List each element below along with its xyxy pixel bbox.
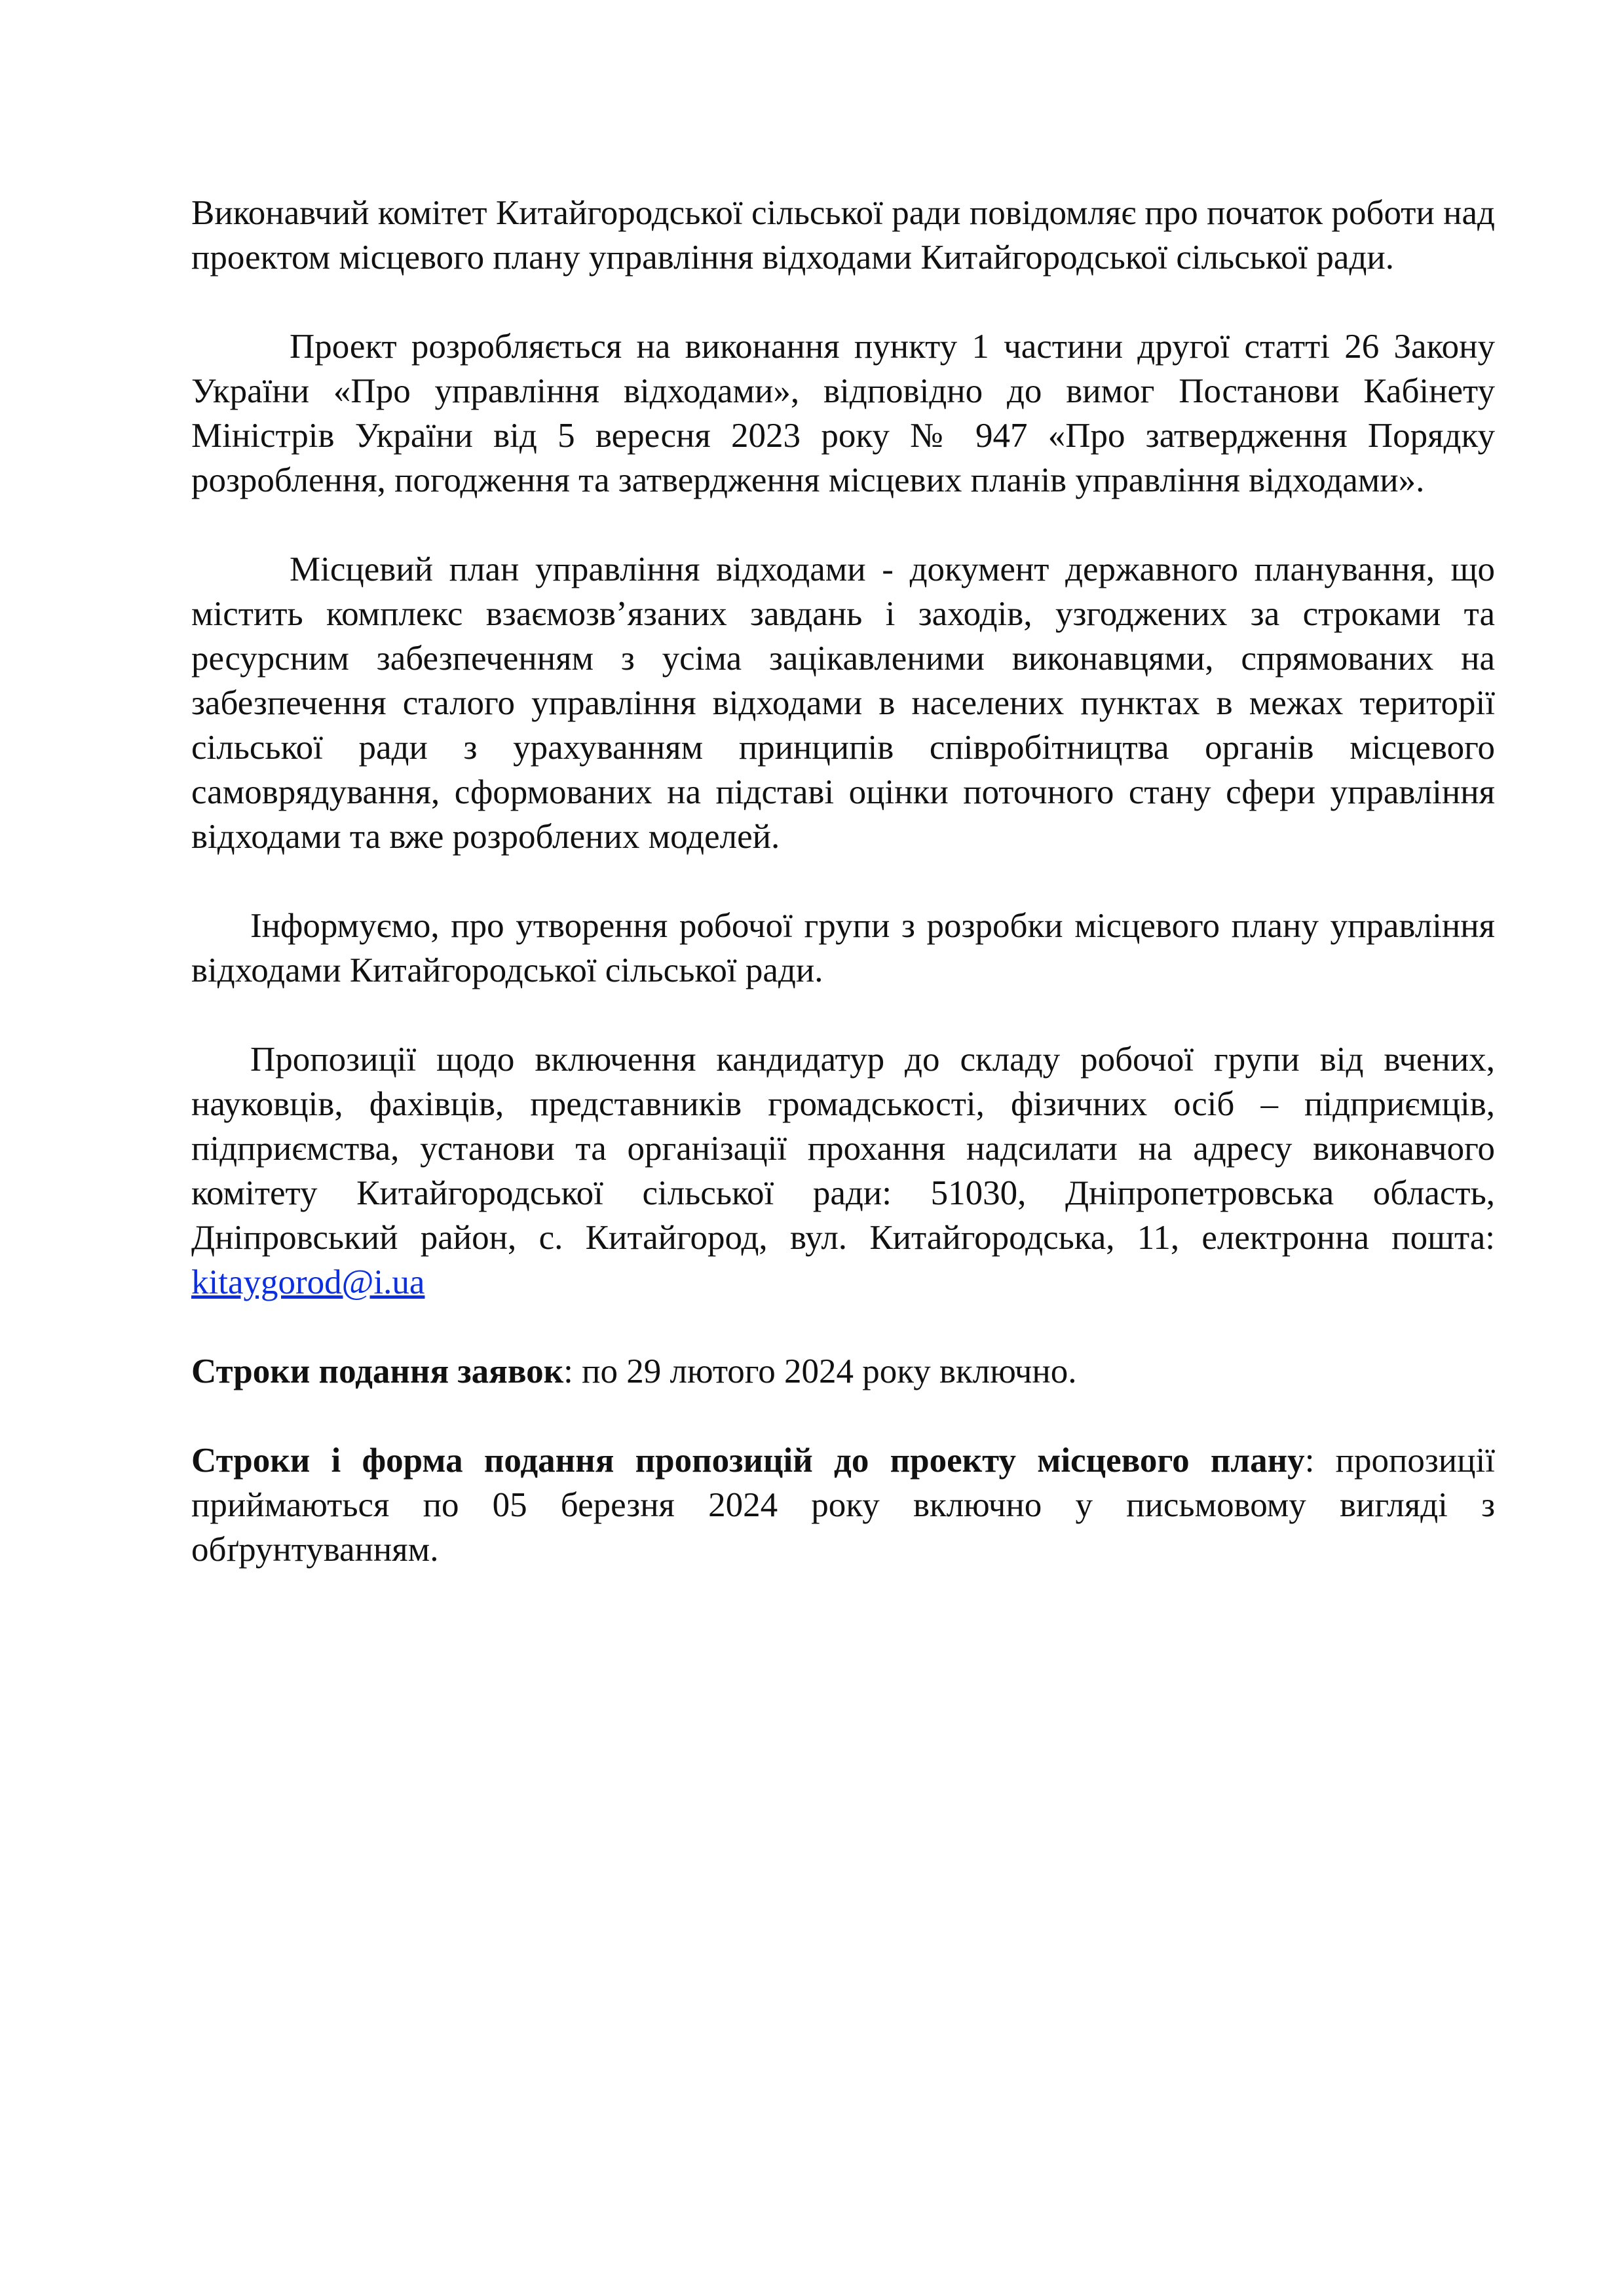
- applications-deadline-value: : по 29 лютого 2024 року включно.: [563, 1352, 1077, 1390]
- applications-deadline-paragraph: [191, 1349, 1495, 1394]
- plan-definition-paragraph: Місцевий план управління відходами - документ державного планування, що містить комплекс взаємозв’язаних завдань і заходів, узгоджених за строками та ресурсним забезпеченням з усіма зацікавленими виконавцями, спрямованих на забезпечення сталого управління відходами в населених пунктах в межах території сільської ради з урахуванням принципів співробітництва органів місцевого самоврядування, сформованих на підставі оцінки поточного стану сфери управління відходами та вже розроблених моделей.: [191, 550, 1495, 856]
- proposals-deadline-label: Строки і форма подання пропозицій до проекту місцевого плану: [191, 1442, 1305, 1480]
- document-body: [191, 191, 1495, 1617]
- proposals-deadline-value: : пропозиції приймаються по 05 березня 2024 року включно у письмовому вигляді з обґрунтуванням.: [191, 1442, 1495, 1569]
- intro-paragraph: Виконавчий комітет Китайгородської сільської ради повідомляє про початок роботи над проектом місцевого плану управління відходами Китайгородської сільської ради.: [191, 194, 1495, 277]
- working-group-paragraph: Інформуємо, про утворення робочої групи з розробки місцевого плану управління відходами Китайгородської сільської ради.: [191, 907, 1495, 989]
- proposals-paragraph: [191, 1037, 1495, 1305]
- proposals-text: Пропозиції щодо включення кандидатур до складу робочої групи від вчених, науковців, фахівців, представників громадськості, фізичних осіб – підприємців, підприємства, установи та організації прохання надсилати на адресу виконавчого комітету Китайгородської сільської ради: 51030, Дніпропетровська область, Дніпровський район, с. Китайгород, вул. Китайгородська, 11, електронна пошта:: [191, 1041, 1495, 1257]
- applications-deadline-label: Строки подання заявок: [191, 1352, 564, 1390]
- proposals-deadline-paragraph: [191, 1438, 1495, 1572]
- email-link[interactable]: kitaygorod@i.ua: [191, 1263, 425, 1301]
- project-basis-paragraph: Проект розробляється на виконання пункту 1 частини другої статті 26 Закону України «Про управління відходами», відповідно до вимог Постанови Кабінету Міністрів України від 5 вересня 2023 року № 947 «Про затвердження Порядку розроблення, погодження та затвердження місцевих планів управління відходами».: [191, 328, 1495, 499]
